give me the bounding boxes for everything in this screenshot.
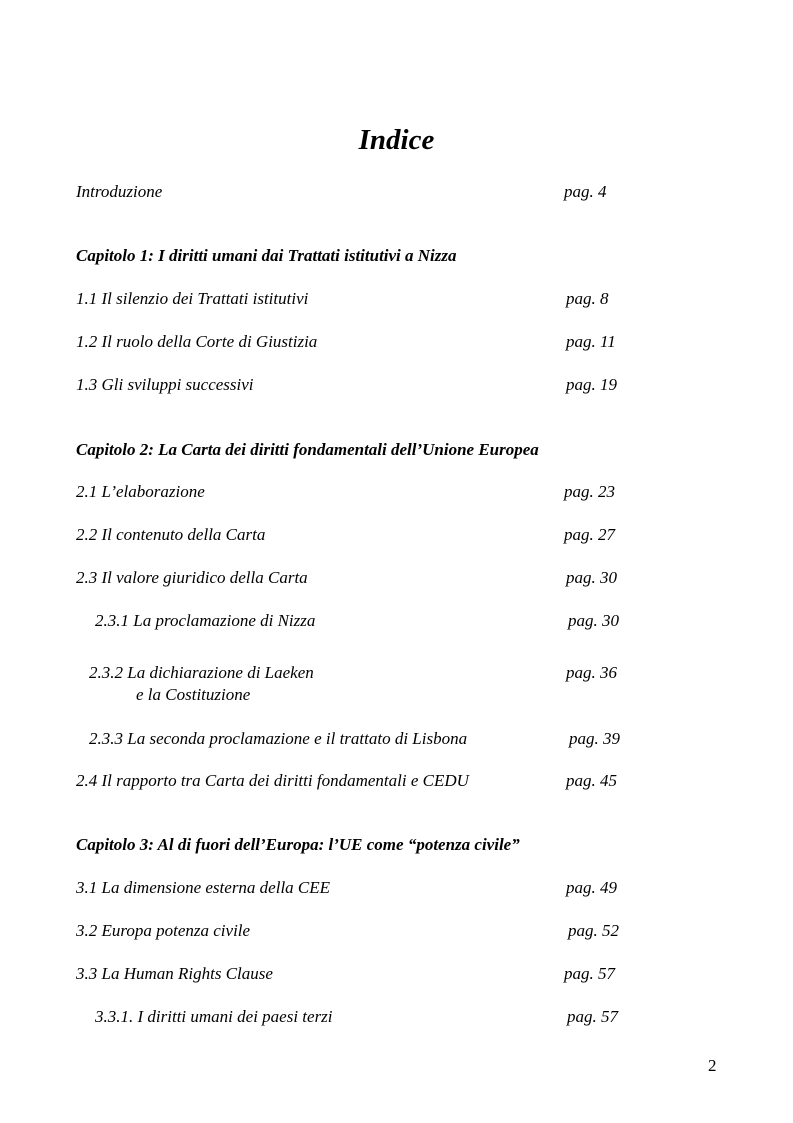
toc-entry-label: 3.1 La dimensione esterna della CEE (76, 878, 331, 897)
chapter-1-title: Capitolo 1: I diritti umani dai Trattati istitutivi a Nizza (76, 246, 457, 265)
toc-entry-label: 2.2 Il contenuto della Carta (76, 525, 266, 544)
toc-entry-page: pag. 30 (566, 568, 617, 587)
toc-entry-page: pag. 45 (566, 771, 617, 790)
toc-entry-label: 2.3.2 La dichiarazione di Laeken (89, 663, 314, 682)
chapter-3-title: Capitolo 3: Al di fuori dell’Europa: l’UE come “potenza civile” (76, 835, 520, 854)
toc-entry-page: pag. 39 (569, 729, 620, 748)
toc-entry-label: 2.1 L’elaborazione (76, 482, 205, 501)
page-number: 2 (708, 1056, 717, 1075)
toc-entry-page: pag. 57 (564, 964, 615, 983)
toc-entry-label: 1.3 Gli sviluppi successivi (76, 375, 254, 394)
chapter-2-title: Capitolo 2: La Carta dei diritti fondamentali dell’Unione Europea (76, 440, 539, 459)
toc-entry-label: 1.1 Il silenzio dei Trattati istitutivi (76, 289, 309, 308)
toc-entry-page: pag. 23 (564, 482, 615, 501)
toc-entry-page: pag. 11 (566, 332, 616, 351)
toc-entry-label: 2.3 Il valore giuridico della Carta (76, 568, 308, 587)
toc-entry-continuation: e la Costituzione (136, 685, 251, 704)
toc-entry-label: Introduzione (76, 182, 163, 201)
toc-entry-page: pag. 30 (568, 611, 619, 630)
toc-entry-label: 2.3.3 La seconda proclamazione e il trattato di Lisbona (89, 729, 468, 748)
toc-entry-page: pag. 36 (566, 663, 617, 682)
page-title: Indice (358, 124, 435, 156)
toc-entry-page: pag. 52 (568, 921, 619, 940)
toc-entry-page: pag. 49 (566, 878, 617, 897)
toc-entry-page: pag. 4 (564, 182, 607, 201)
toc-entry-label: 2.4 Il rapporto tra Carta dei diritti fondamentali e CEDU (76, 771, 469, 790)
toc-entry-label: 3.3 La Human Rights Clause (76, 964, 273, 983)
toc-entry-label: 3.2 Europa potenza civile (76, 921, 251, 940)
toc-entry-page: pag. 8 (566, 289, 609, 308)
toc-entry-page: pag. 19 (566, 375, 617, 394)
toc-entry-page: pag. 57 (567, 1007, 618, 1026)
toc-entry-label: 3.3.1. I diritti umani dei paesi terzi (95, 1007, 333, 1026)
toc-entry-page: pag. 27 (564, 525, 615, 544)
toc-entry-label: 2.3.1 La proclamazione di Nizza (95, 611, 316, 630)
toc-entry-label: 1.2 Il ruolo della Corte di Giustizia (76, 332, 318, 351)
